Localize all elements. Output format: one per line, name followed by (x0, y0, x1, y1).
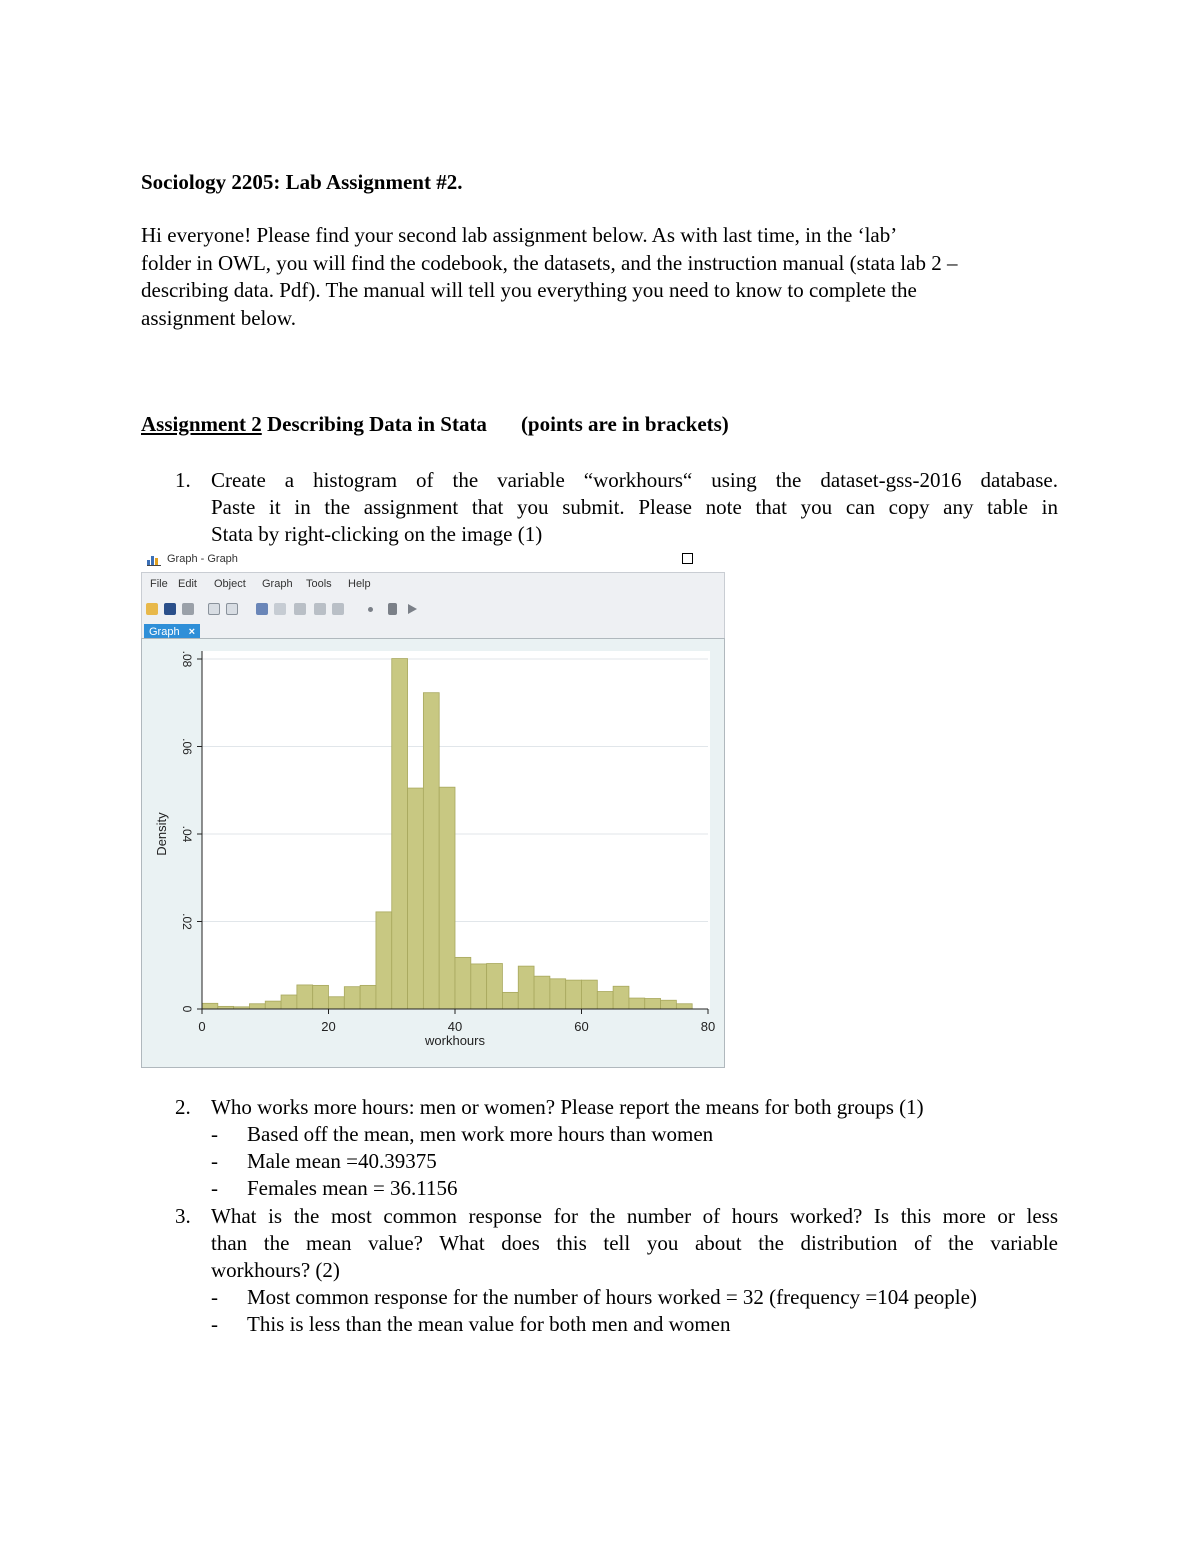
rename-icon[interactable] (274, 603, 286, 615)
answer-bullet (211, 1175, 1058, 1202)
histogram-bar (297, 985, 313, 1009)
question-number: 3. (175, 1204, 191, 1228)
histogram-bar (676, 1004, 692, 1009)
print-icon[interactable] (182, 603, 194, 615)
answer-text: Most common response for the number of hours worked = 32 (frequency =104 people) (247, 1285, 977, 1309)
window-title: Graph - Graph (167, 553, 238, 565)
question-line: Create a histogram of the variable “workhours“ using the dataset-gss-2016 database. (211, 468, 1058, 492)
intro-line: Hi everyone! Please find your second lab assignment below. As with last time, in the ‘lab’ (141, 223, 898, 247)
histogram-bar (566, 980, 582, 1009)
histogram-bar (249, 1004, 265, 1009)
question-number: 2. (175, 1095, 191, 1119)
answer-bullet (211, 1284, 1058, 1311)
question-number: 1. (175, 468, 191, 492)
bullet-dash: - (211, 1176, 218, 1200)
histogram-bar (629, 998, 645, 1009)
assignment-heading (141, 412, 729, 437)
histogram-bar (408, 788, 424, 1009)
pause-icon[interactable] (388, 603, 397, 615)
histogram-bar (455, 957, 471, 1009)
stop-recording-icon[interactable] (332, 603, 344, 615)
answer-text: Male mean =40.39375 (247, 1149, 437, 1173)
x-tick-label: 20 (321, 1019, 336, 1034)
maximize-button[interactable] (682, 553, 693, 564)
assignment-heading-label: Assignment 2 (141, 412, 262, 436)
y-tick-label: .06 (179, 738, 194, 755)
play-recording-icon[interactable] (314, 603, 326, 615)
bullet-dash: - (211, 1122, 218, 1146)
histogram-bar (518, 966, 534, 1009)
question-text (211, 1203, 1058, 1284)
graph-editor-icon[interactable] (256, 603, 268, 615)
open-icon[interactable] (146, 603, 158, 615)
copy-icon[interactable] (208, 603, 220, 615)
graph-app-icon (147, 554, 161, 566)
answer-text: Based off the mean, men work more hours than women (247, 1122, 714, 1146)
answer-bullet (211, 1311, 1058, 1338)
histogram-bar (360, 985, 376, 1009)
start-recording-icon[interactable] (294, 603, 306, 615)
assignment-heading-points: (points are in brackets) (520, 412, 729, 436)
question-1 (141, 467, 1058, 548)
question-line: What is the most common response for the number of hours worked? Is this more or less (211, 1204, 1058, 1228)
histogram-bar (645, 999, 661, 1010)
question-text (211, 1094, 1058, 1121)
save-icon[interactable] (164, 603, 176, 615)
graph-area (141, 638, 725, 1068)
question-2 (141, 1094, 1058, 1202)
window-titlebar (141, 548, 725, 572)
histogram-bar (439, 787, 455, 1009)
histogram-bar (613, 986, 629, 1009)
question-line: Who works more hours: men or women? Please report the means for both groups (1) (211, 1095, 924, 1119)
answer-text: This is less than the mean value for both men and women (247, 1312, 731, 1336)
stata-graph-window (141, 548, 725, 1068)
bullet-dash: - (211, 1312, 218, 1336)
histogram-bar (392, 659, 408, 1009)
histogram-bar (487, 964, 503, 1010)
histogram-bar (502, 992, 518, 1009)
answer-bullet (211, 1148, 1058, 1175)
plot-background (202, 651, 710, 1009)
x-tick-label: 40 (447, 1019, 463, 1034)
histogram-bar (597, 992, 613, 1010)
histogram-bar (534, 976, 550, 1009)
x-axis-title: workhours (425, 1033, 485, 1048)
question-text (211, 467, 1058, 548)
question-line: workhours? (2) (211, 1258, 340, 1282)
x-tick-label: 0 (198, 1019, 206, 1034)
histogram-bar (471, 964, 487, 1009)
menu-object[interactable]: Object (214, 578, 246, 590)
document-title: Sociology 2205: Lab Assignment #2. (141, 170, 463, 194)
assignment-heading-topic: Describing Data in Stata (261, 412, 487, 436)
histogram-chart (142, 639, 726, 1069)
x-tick-label: 80 (700, 1019, 716, 1034)
y-tick-label: .08 (179, 650, 194, 668)
menu-graph[interactable]: Graph (262, 578, 293, 590)
histogram-bar (376, 912, 392, 1009)
answer-bullet (211, 1121, 1058, 1148)
histogram-bar (423, 693, 439, 1009)
menu-tools[interactable]: Tools (306, 578, 332, 590)
intro-line: assignment below. (141, 305, 296, 330)
question-3 (141, 1203, 1058, 1338)
histogram-bar (265, 1001, 281, 1009)
histogram-bar (344, 987, 360, 1009)
record-icon[interactable] (368, 607, 373, 612)
histogram-bar (202, 1003, 218, 1009)
question-line: than the mean value? What does this tell you about the distribution of the variable (211, 1231, 1058, 1255)
y-axis-title: Density (154, 812, 169, 856)
question-line: Stata by right-clicking on the image (1) (211, 522, 543, 546)
histogram-bar (281, 995, 297, 1009)
answer-text: Females mean = 36.1156 (247, 1176, 458, 1200)
histogram-bar (329, 997, 345, 1009)
y-tick-label: .04 (179, 825, 194, 843)
bullet-dash: - (211, 1285, 218, 1309)
y-tick-label: .02 (179, 913, 194, 930)
menu-edit[interactable]: Edit (178, 578, 197, 590)
intro-line: describing data. Pdf). The manual will tell you everything you need to know to complete the (141, 278, 917, 302)
y-tick-label: 0 (179, 1005, 194, 1013)
histogram-bar (661, 1000, 677, 1009)
paste-icon[interactable] (226, 603, 238, 615)
histogram-bar (582, 980, 598, 1009)
menu-file[interactable]: File (150, 578, 168, 590)
play-icon[interactable] (408, 604, 417, 614)
question-line: Paste it in the assignment that you submit. Please note that you can copy any table in (211, 495, 1058, 519)
menu-help[interactable]: Help (348, 578, 371, 590)
bullet-dash: - (211, 1149, 218, 1173)
intro-paragraph (141, 222, 1061, 332)
histogram-bar (313, 985, 329, 1009)
tab-close-icon[interactable]: × (188, 626, 196, 638)
intro-line: folder in OWL, you will find the codebook, the datasets, and the instruction manual (stata lab 2 – (141, 250, 958, 275)
histogram-bar (550, 979, 566, 1009)
tab-graph-label: Graph (149, 626, 180, 638)
x-tick-label: 60 (574, 1019, 589, 1034)
